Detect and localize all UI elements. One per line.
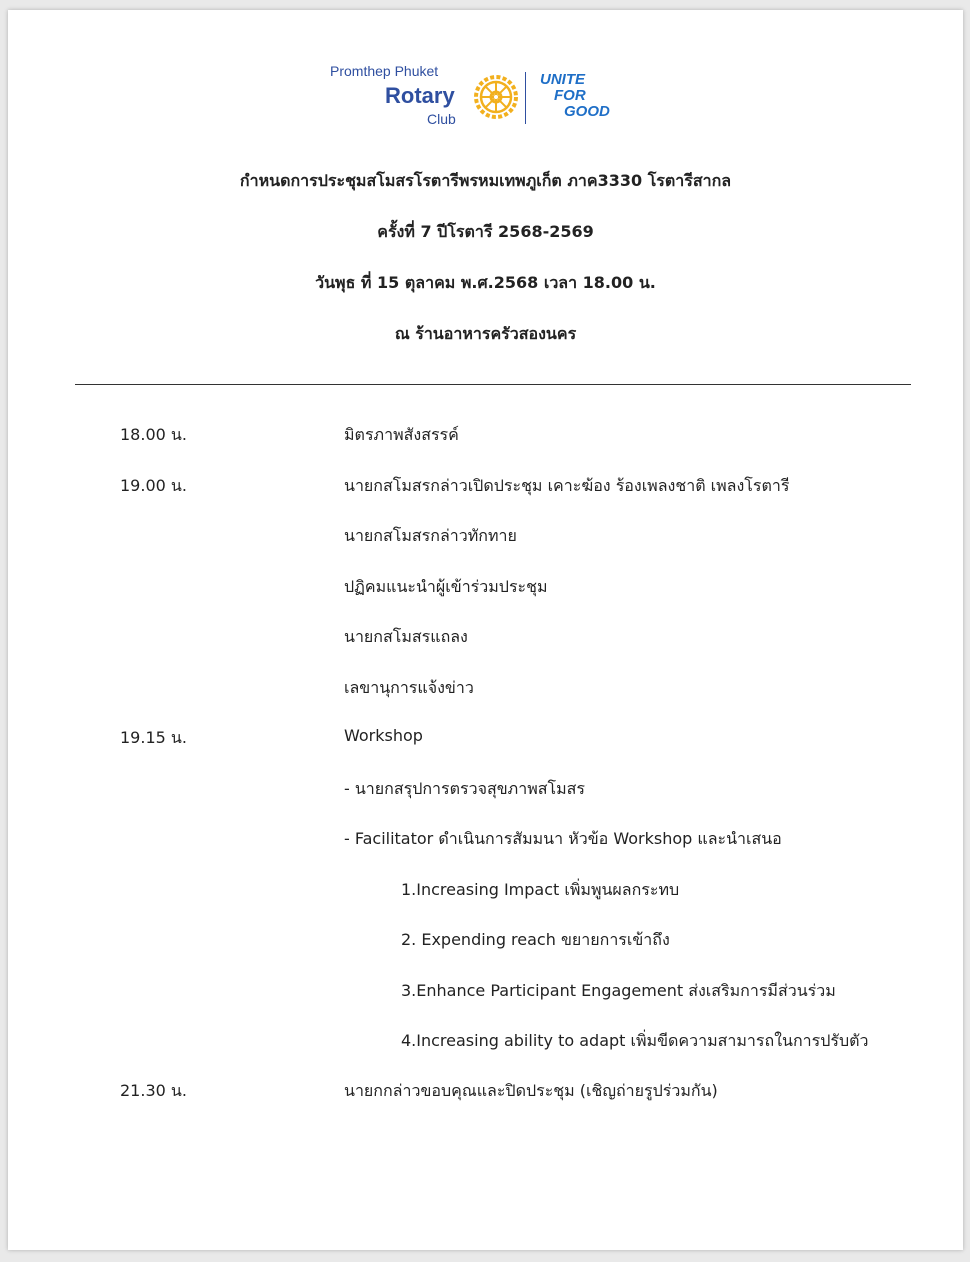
logo-slogan: [540, 72, 610, 120]
document-page: [8, 10, 963, 1250]
date-line: วันพุธ ที่ 15 ตุลาคม พ.ศ.2568 เวลา 18.00 น.: [315, 273, 656, 292]
slogan-word: GOOD: [564, 103, 610, 120]
agenda-time: 19.00 น.: [120, 476, 187, 495]
agenda-item: - นายกสรุปการตรวจสุขภาพสโมสร: [344, 779, 586, 798]
workshop-topic: 3.Enhance Participant Engagement ส่งเสริมการมีส่วนร่วม: [401, 981, 836, 1000]
document-title: กำหนดการประชุมสโมสรโรตารีพรหมเทพภูเก็ต ภาค3330 โรตารีสากล: [239, 171, 732, 190]
slogan-word: UNITE: [540, 71, 585, 88]
agenda-time: 21.30 น.: [120, 1081, 187, 1100]
logo-line-1: Promthep Phuket: [330, 63, 439, 79]
agenda-item: นายกสโมสรแถลง: [344, 627, 468, 646]
venue-line: ณ ร้านอาหารครัวสองนคร: [394, 324, 577, 343]
header-divider: [75, 384, 911, 385]
agenda-item: - Facilitator ดำเนินการสัมมนา หัวข้อ Workshop และนำเสนอ: [344, 829, 782, 848]
agenda-item: มิตรภาพสังสรรค์: [344, 425, 459, 444]
slogan-word: FOR: [554, 87, 586, 104]
club-logo: [330, 54, 630, 134]
logo-line-3: Club: [427, 111, 456, 127]
agenda-time: 19.15 น.: [120, 728, 187, 747]
agenda-item: นายกสโมสรกล่าวเปิดประชุม เคาะฆ้อง ร้องเพลงชาติ เพลงโรตารี: [344, 476, 790, 495]
logo-line-2: Rotary: [385, 83, 455, 108]
agenda-item: เลขานุการแจ้งข่าว: [344, 678, 474, 697]
logo-divider: [525, 72, 526, 124]
agenda-time: 18.00 น.: [120, 425, 187, 444]
session-line: ครั้งที่ 7 ปีโรตารี 2568-2569: [377, 222, 594, 241]
workshop-topic: 2. Expending reach ขยายการเข้าถึง: [401, 930, 670, 949]
agenda-item: นายกกล่าวขอบคุณและปิดประชุม (เชิญถ่ายรูปร่วมกัน): [344, 1081, 718, 1100]
workshop-topic: 1.Increasing Impact เพิ่มพูนผลกระทบ: [401, 880, 680, 899]
agenda-item: Workshop: [344, 726, 423, 745]
agenda-item: ปฏิคมแนะนำผู้เข้าร่วมประชุม: [344, 577, 548, 596]
workshop-topic: 4.Increasing ability to adapt เพิ่มขีดความสามารถในการปรับตัว: [401, 1031, 869, 1050]
rotary-wheel-icon: [472, 73, 520, 121]
agenda-item: นายกสโมสรกล่าวทักทาย: [344, 526, 517, 545]
